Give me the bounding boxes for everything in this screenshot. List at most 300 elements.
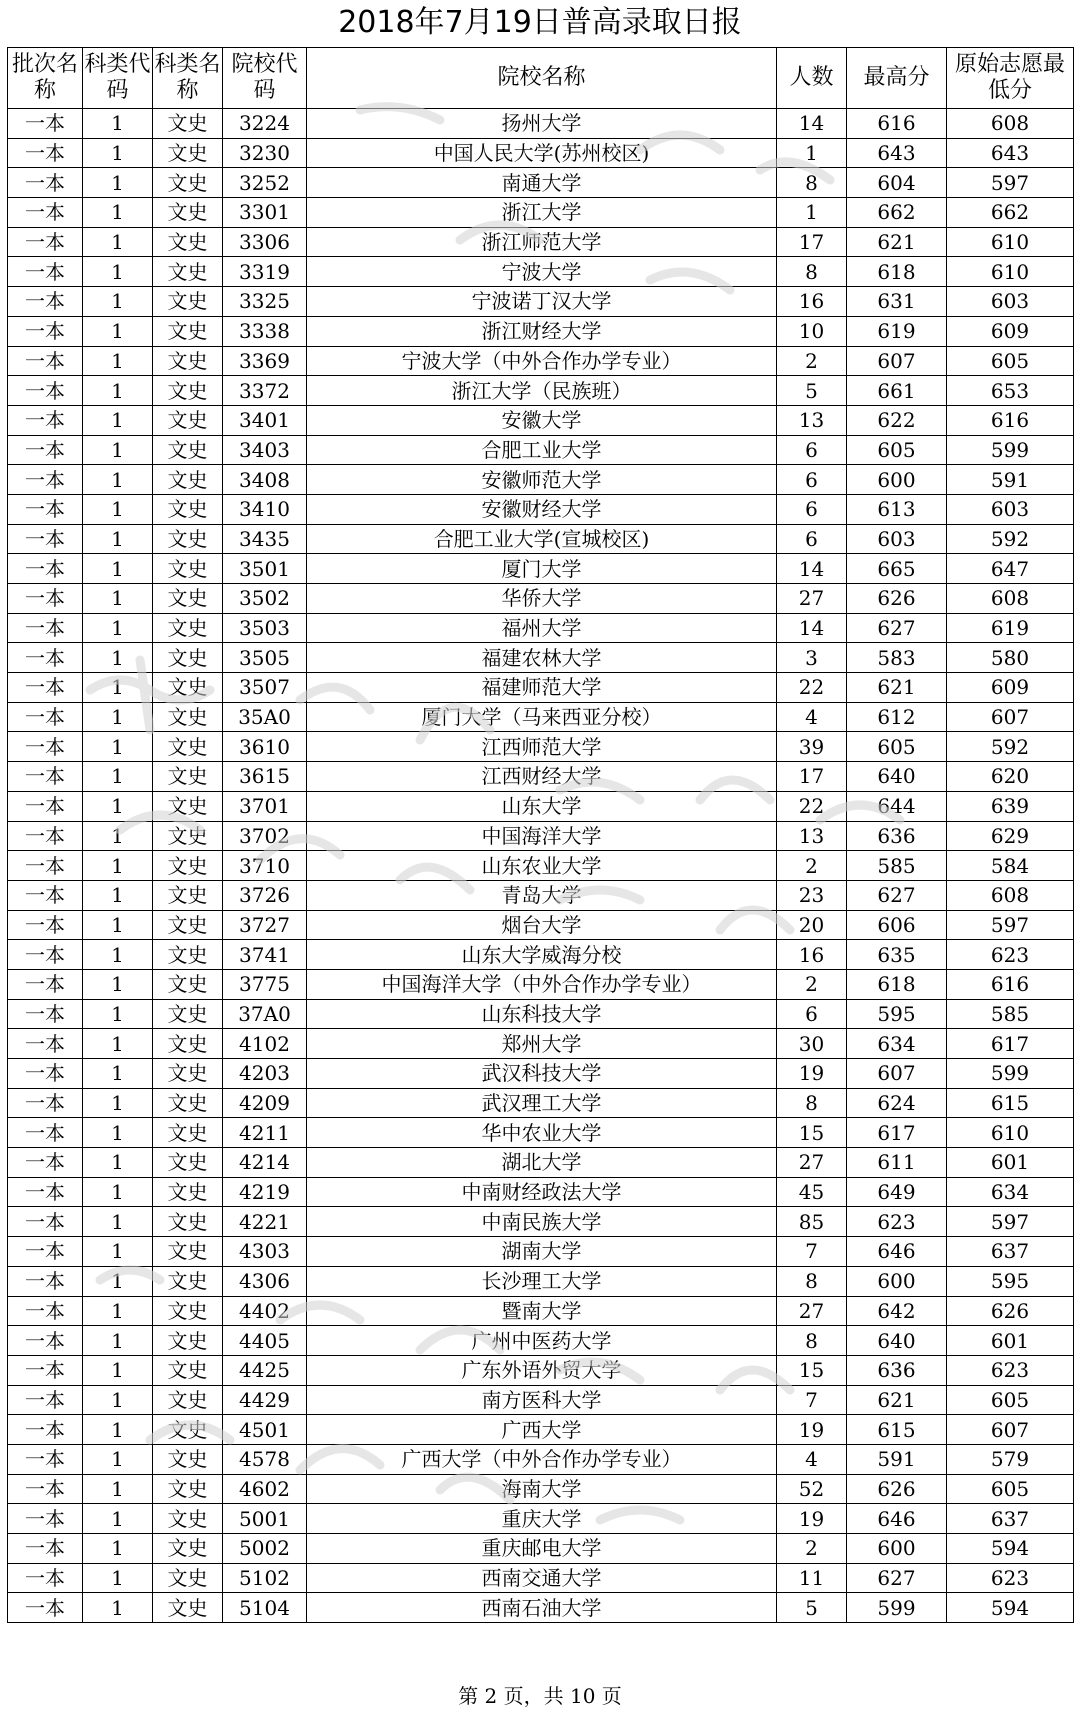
subject-code-cell: 1 — [83, 287, 153, 317]
count-cell: 5 — [777, 376, 847, 406]
table-row — [8, 643, 1074, 673]
header-batch: 批次名称 — [8, 48, 83, 109]
count-cell: 85 — [777, 1207, 847, 1237]
subject-name-cell: 文史 — [153, 138, 223, 168]
school-name-cell: 武汉科技大学 — [307, 1059, 777, 1089]
school-name-cell: 广州中医药大学 — [307, 1326, 777, 1356]
school-code-cell: 3372 — [223, 376, 307, 406]
subject-code-cell: 1 — [83, 880, 153, 910]
batch-cell: 一本 — [8, 346, 83, 376]
batch-cell: 一本 — [8, 1059, 83, 1089]
count-cell: 20 — [777, 910, 847, 940]
table-row — [8, 1088, 1074, 1118]
count-cell: 10 — [777, 316, 847, 346]
table-row — [8, 584, 1074, 614]
table-row — [8, 465, 1074, 495]
school-name-cell: 暨南大学 — [307, 1296, 777, 1326]
subject-code-cell: 1 — [83, 643, 153, 673]
subject-code-cell: 1 — [83, 1593, 153, 1623]
subject-name-cell: 文史 — [153, 1385, 223, 1415]
count-cell: 8 — [777, 1088, 847, 1118]
header-max-score: 最高分 — [847, 48, 947, 109]
table-row — [8, 880, 1074, 910]
subject-code-cell: 1 — [83, 316, 153, 346]
subject-code-cell: 1 — [83, 1474, 153, 1504]
subject-code-cell: 1 — [83, 1059, 153, 1089]
school-code-cell: 4102 — [223, 1029, 307, 1059]
batch-cell: 一本 — [8, 673, 83, 703]
subject-name-cell: 文史 — [153, 1029, 223, 1059]
school-code-cell: 3610 — [223, 732, 307, 762]
subject-code-cell: 1 — [83, 702, 153, 732]
count-cell: 17 — [777, 762, 847, 792]
subject-code-cell: 1 — [83, 1118, 153, 1148]
school-name-cell: 西南石油大学 — [307, 1593, 777, 1623]
school-name-cell: 福建师范大学 — [307, 673, 777, 703]
count-cell: 8 — [777, 1266, 847, 1296]
min-score-cell: 662 — [947, 198, 1074, 228]
count-cell: 19 — [777, 1059, 847, 1089]
subject-code-cell: 1 — [83, 465, 153, 495]
batch-cell: 一本 — [8, 1385, 83, 1415]
school-code-cell: 3505 — [223, 643, 307, 673]
table-row — [8, 257, 1074, 287]
school-name-cell: 郑州大学 — [307, 1029, 777, 1059]
count-cell: 1 — [777, 198, 847, 228]
school-name-cell: 中国人民大学(苏州校区) — [307, 138, 777, 168]
batch-cell: 一本 — [8, 1177, 83, 1207]
subject-code-cell: 1 — [83, 346, 153, 376]
subject-name-cell: 文史 — [153, 554, 223, 584]
count-cell: 7 — [777, 1385, 847, 1415]
batch-cell: 一本 — [8, 1415, 83, 1445]
subject-code-cell: 1 — [83, 732, 153, 762]
subject-code-cell: 1 — [83, 1088, 153, 1118]
batch-cell: 一本 — [8, 257, 83, 287]
count-cell: 39 — [777, 732, 847, 762]
count-cell: 45 — [777, 1177, 847, 1207]
table-row — [8, 1504, 1074, 1534]
table-row — [8, 821, 1074, 851]
batch-cell: 一本 — [8, 1326, 83, 1356]
min-score-cell: 610 — [947, 1118, 1074, 1148]
table-row — [8, 673, 1074, 703]
max-score-cell: 621 — [847, 227, 947, 257]
min-score-cell: 607 — [947, 702, 1074, 732]
table-row — [8, 376, 1074, 406]
max-score-cell: 646 — [847, 1504, 947, 1534]
school-code-cell: 4209 — [223, 1088, 307, 1118]
school-code-cell: 3408 — [223, 465, 307, 495]
school-name-cell: 合肥工业大学 — [307, 435, 777, 465]
school-code-cell: 35A0 — [223, 702, 307, 732]
subject-name-cell: 文史 — [153, 1593, 223, 1623]
min-score-cell: 601 — [947, 1148, 1074, 1178]
subject-code-cell: 1 — [83, 109, 153, 139]
school-code-cell: 4501 — [223, 1415, 307, 1445]
school-code-cell: 3319 — [223, 257, 307, 287]
school-name-cell: 安徽财经大学 — [307, 494, 777, 524]
batch-cell: 一本 — [8, 524, 83, 554]
max-score-cell: 649 — [847, 1177, 947, 1207]
subject-name-cell: 文史 — [153, 109, 223, 139]
subject-name-cell: 文史 — [153, 376, 223, 406]
subject-name-cell: 文史 — [153, 198, 223, 228]
school-code-cell: 3369 — [223, 346, 307, 376]
subject-code-cell: 1 — [83, 999, 153, 1029]
max-score-cell: 605 — [847, 732, 947, 762]
subject-name-cell: 文史 — [153, 494, 223, 524]
batch-cell: 一本 — [8, 1563, 83, 1593]
count-cell: 22 — [777, 791, 847, 821]
subject-name-cell: 文史 — [153, 1563, 223, 1593]
subject-name-cell: 文史 — [153, 1177, 223, 1207]
subject-code-cell: 1 — [83, 494, 153, 524]
max-score-cell: 644 — [847, 791, 947, 821]
subject-name-cell: 文史 — [153, 643, 223, 673]
batch-cell: 一本 — [8, 435, 83, 465]
school-name-cell: 山东大学威海分校 — [307, 940, 777, 970]
min-score-cell: 643 — [947, 138, 1074, 168]
subject-name-cell: 文史 — [153, 584, 223, 614]
count-cell: 1 — [777, 138, 847, 168]
min-score-cell: 609 — [947, 673, 1074, 703]
page-title: 2018年7月19日普高录取日报 — [338, 5, 742, 40]
max-score-cell: 626 — [847, 1474, 947, 1504]
school-name-cell: 浙江大学（民族班） — [307, 376, 777, 406]
batch-cell: 一本 — [8, 316, 83, 346]
school-name-cell: 华侨大学 — [307, 584, 777, 614]
school-code-cell: 5001 — [223, 1504, 307, 1534]
school-name-cell: 中南民族大学 — [307, 1207, 777, 1237]
count-cell: 52 — [777, 1474, 847, 1504]
max-score-cell: 636 — [847, 1355, 947, 1385]
min-score-cell: 584 — [947, 851, 1074, 881]
school-code-cell: 4203 — [223, 1059, 307, 1089]
min-score-cell: 617 — [947, 1029, 1074, 1059]
school-code-cell: 3501 — [223, 554, 307, 584]
max-score-cell: 612 — [847, 702, 947, 732]
batch-cell: 一本 — [8, 643, 83, 673]
batch-cell: 一本 — [8, 1207, 83, 1237]
max-score-cell: 623 — [847, 1207, 947, 1237]
batch-cell: 一本 — [8, 554, 83, 584]
max-score-cell: 600 — [847, 465, 947, 495]
header-min-score: 原始志愿最低分 — [947, 48, 1074, 109]
batch-cell: 一本 — [8, 821, 83, 851]
max-score-cell: 619 — [847, 316, 947, 346]
subject-name-cell: 文史 — [153, 168, 223, 198]
count-cell: 3 — [777, 643, 847, 673]
min-score-cell: 653 — [947, 376, 1074, 406]
max-score-cell: 604 — [847, 168, 947, 198]
subject-code-cell: 1 — [83, 1563, 153, 1593]
subject-name-cell: 文史 — [153, 969, 223, 999]
subject-name-cell: 文史 — [153, 702, 223, 732]
count-cell: 27 — [777, 584, 847, 614]
school-name-cell: 长沙理工大学 — [307, 1266, 777, 1296]
batch-cell: 一本 — [8, 1029, 83, 1059]
max-score-cell: 595 — [847, 999, 947, 1029]
batch-cell: 一本 — [8, 1237, 83, 1267]
school-code-cell: 4429 — [223, 1385, 307, 1415]
count-cell: 22 — [777, 673, 847, 703]
subject-code-cell: 1 — [83, 969, 153, 999]
subject-name-cell: 文史 — [153, 346, 223, 376]
school-code-cell: 4578 — [223, 1444, 307, 1474]
school-code-cell: 3727 — [223, 910, 307, 940]
subject-name-cell: 文史 — [153, 821, 223, 851]
count-cell: 11 — [777, 1563, 847, 1593]
school-name-cell: 浙江财经大学 — [307, 316, 777, 346]
school-code-cell: 4221 — [223, 1207, 307, 1237]
table-row — [8, 999, 1074, 1029]
batch-cell: 一本 — [8, 198, 83, 228]
min-score-cell: 616 — [947, 405, 1074, 435]
table-row — [8, 613, 1074, 643]
subject-name-cell: 文史 — [153, 316, 223, 346]
batch-cell: 一本 — [8, 1593, 83, 1623]
subject-name-cell: 文史 — [153, 762, 223, 792]
min-score-cell: 608 — [947, 584, 1074, 614]
table-row — [8, 762, 1074, 792]
subject-name-cell: 文史 — [153, 673, 223, 703]
subject-code-cell: 1 — [83, 405, 153, 435]
subject-name-cell: 文史 — [153, 524, 223, 554]
subject-code-cell: 1 — [83, 198, 153, 228]
batch-cell: 一本 — [8, 376, 83, 406]
count-cell: 8 — [777, 168, 847, 198]
table-row — [8, 524, 1074, 554]
min-score-cell: 603 — [947, 287, 1074, 317]
school-code-cell: 3306 — [223, 227, 307, 257]
min-score-cell: 592 — [947, 524, 1074, 554]
school-code-cell: 3701 — [223, 791, 307, 821]
subject-name-cell: 文史 — [153, 1355, 223, 1385]
subject-code-cell: 1 — [83, 821, 153, 851]
batch-cell: 一本 — [8, 969, 83, 999]
subject-code-cell: 1 — [83, 1177, 153, 1207]
min-score-cell: 609 — [947, 316, 1074, 346]
school-code-cell: 4219 — [223, 1177, 307, 1207]
max-score-cell: 661 — [847, 376, 947, 406]
subject-name-cell: 文史 — [153, 613, 223, 643]
table-row — [8, 1237, 1074, 1267]
max-score-cell: 607 — [847, 346, 947, 376]
min-score-cell: 585 — [947, 999, 1074, 1029]
subject-code-cell: 1 — [83, 1207, 153, 1237]
school-name-cell: 湖北大学 — [307, 1148, 777, 1178]
table-row — [8, 732, 1074, 762]
min-score-cell: 623 — [947, 940, 1074, 970]
school-name-cell: 安徽师范大学 — [307, 465, 777, 495]
subject-name-cell: 文史 — [153, 1504, 223, 1534]
count-cell: 15 — [777, 1355, 847, 1385]
subject-code-cell: 1 — [83, 1237, 153, 1267]
count-cell: 16 — [777, 940, 847, 970]
subject-name-cell: 文史 — [153, 1326, 223, 1356]
table-row — [8, 1593, 1074, 1623]
school-name-cell: 中国海洋大学 — [307, 821, 777, 851]
school-code-cell: 3741 — [223, 940, 307, 970]
count-cell: 5 — [777, 1593, 847, 1623]
min-score-cell: 607 — [947, 1415, 1074, 1445]
batch-cell: 一本 — [8, 1355, 83, 1385]
max-score-cell: 618 — [847, 969, 947, 999]
school-name-cell: 江西财经大学 — [307, 762, 777, 792]
table-row — [8, 702, 1074, 732]
batch-cell: 一本 — [8, 1118, 83, 1148]
subject-code-cell: 1 — [83, 524, 153, 554]
school-name-cell: 浙江大学 — [307, 198, 777, 228]
school-code-cell: 4306 — [223, 1266, 307, 1296]
subject-name-cell: 文史 — [153, 1148, 223, 1178]
table-row — [8, 851, 1074, 881]
max-score-cell: 600 — [847, 1534, 947, 1564]
table-body — [8, 109, 1074, 1623]
subject-code-cell: 1 — [83, 791, 153, 821]
max-score-cell: 642 — [847, 1296, 947, 1326]
min-score-cell: 634 — [947, 1177, 1074, 1207]
subject-code-cell: 1 — [83, 1415, 153, 1445]
subject-code-cell: 1 — [83, 257, 153, 287]
batch-cell: 一本 — [8, 168, 83, 198]
max-score-cell: 617 — [847, 1118, 947, 1148]
min-score-cell: 579 — [947, 1444, 1074, 1474]
table-row — [8, 940, 1074, 970]
school-name-cell: 福州大学 — [307, 613, 777, 643]
subject-name-cell: 文史 — [153, 287, 223, 317]
max-score-cell: 585 — [847, 851, 947, 881]
batch-cell: 一本 — [8, 109, 83, 139]
table-row — [8, 969, 1074, 999]
school-name-cell: 合肥工业大学(宣城校区) — [307, 524, 777, 554]
min-score-cell: 594 — [947, 1534, 1074, 1564]
min-score-cell: 592 — [947, 732, 1074, 762]
max-score-cell: 636 — [847, 821, 947, 851]
min-score-cell: 594 — [947, 1593, 1074, 1623]
school-code-cell: 4214 — [223, 1148, 307, 1178]
max-score-cell: 599 — [847, 1593, 947, 1623]
max-score-cell: 621 — [847, 1385, 947, 1415]
school-code-cell: 5102 — [223, 1563, 307, 1593]
school-code-cell: 4425 — [223, 1355, 307, 1385]
school-name-cell: 山东大学 — [307, 791, 777, 821]
subject-name-cell: 文史 — [153, 1118, 223, 1148]
table-row — [8, 1207, 1074, 1237]
subject-code-cell: 1 — [83, 1266, 153, 1296]
min-score-cell: 610 — [947, 257, 1074, 287]
min-score-cell: 639 — [947, 791, 1074, 821]
batch-cell: 一本 — [8, 613, 83, 643]
table-row — [8, 494, 1074, 524]
count-cell: 4 — [777, 1444, 847, 1474]
school-code-cell: 3224 — [223, 109, 307, 139]
max-score-cell: 662 — [847, 198, 947, 228]
batch-cell: 一本 — [8, 405, 83, 435]
school-name-cell: 海南大学 — [307, 1474, 777, 1504]
school-code-cell: 4405 — [223, 1326, 307, 1356]
batch-cell: 一本 — [8, 880, 83, 910]
table-row — [8, 227, 1074, 257]
subject-code-cell: 1 — [83, 376, 153, 406]
max-score-cell: 627 — [847, 613, 947, 643]
school-name-cell: 重庆大学 — [307, 1504, 777, 1534]
min-score-cell: 608 — [947, 109, 1074, 139]
min-score-cell: 605 — [947, 346, 1074, 376]
max-score-cell: 615 — [847, 1415, 947, 1445]
school-name-cell: 湖南大学 — [307, 1237, 777, 1267]
school-name-cell: 宁波大学 — [307, 257, 777, 287]
count-cell: 8 — [777, 1326, 847, 1356]
school-code-cell: 3435 — [223, 524, 307, 554]
count-cell: 14 — [777, 613, 847, 643]
subject-code-cell: 1 — [83, 910, 153, 940]
subject-name-cell: 文史 — [153, 257, 223, 287]
header-subject-code: 科类代码 — [83, 48, 153, 109]
count-cell: 2 — [777, 346, 847, 376]
count-cell: 15 — [777, 1118, 847, 1148]
admission-table — [7, 47, 1074, 1623]
subject-name-cell: 文史 — [153, 791, 223, 821]
subject-code-cell: 1 — [83, 584, 153, 614]
max-score-cell: 627 — [847, 880, 947, 910]
batch-cell: 一本 — [8, 1148, 83, 1178]
school-code-cell: 3401 — [223, 405, 307, 435]
subject-name-cell: 文史 — [153, 1296, 223, 1326]
school-name-cell: 厦门大学 — [307, 554, 777, 584]
school-code-cell: 4211 — [223, 1118, 307, 1148]
min-score-cell: 620 — [947, 762, 1074, 792]
batch-cell: 一本 — [8, 702, 83, 732]
table-row — [8, 1326, 1074, 1356]
count-cell: 14 — [777, 109, 847, 139]
school-name-cell: 福建农林大学 — [307, 643, 777, 673]
page-number: 第 2 页，共 10 页 — [458, 1684, 622, 1708]
count-cell: 13 — [777, 821, 847, 851]
school-code-cell: 3410 — [223, 494, 307, 524]
max-score-cell: 631 — [847, 287, 947, 317]
school-name-cell: 广东外语外贸大学 — [307, 1355, 777, 1385]
min-score-cell: 615 — [947, 1088, 1074, 1118]
school-name-cell: 南方医科大学 — [307, 1385, 777, 1415]
count-cell: 19 — [777, 1415, 847, 1445]
min-score-cell: 608 — [947, 880, 1074, 910]
min-score-cell: 595 — [947, 1266, 1074, 1296]
batch-cell: 一本 — [8, 940, 83, 970]
school-code-cell: 3338 — [223, 316, 307, 346]
subject-name-cell: 文史 — [153, 227, 223, 257]
school-name-cell: 中南财经政法大学 — [307, 1177, 777, 1207]
table-row — [8, 1355, 1074, 1385]
batch-cell: 一本 — [8, 1444, 83, 1474]
min-score-cell: 605 — [947, 1385, 1074, 1415]
table-row — [8, 1029, 1074, 1059]
batch-cell: 一本 — [8, 791, 83, 821]
batch-cell: 一本 — [8, 851, 83, 881]
school-code-cell: 3615 — [223, 762, 307, 792]
count-cell: 6 — [777, 494, 847, 524]
subject-code-cell: 1 — [83, 1534, 153, 1564]
subject-name-cell: 文史 — [153, 1534, 223, 1564]
table-row — [8, 791, 1074, 821]
min-score-cell: 623 — [947, 1355, 1074, 1385]
school-name-cell: 烟台大学 — [307, 910, 777, 940]
max-score-cell: 640 — [847, 1326, 947, 1356]
min-score-cell: 597 — [947, 1207, 1074, 1237]
table-row — [8, 1444, 1074, 1474]
count-cell: 6 — [777, 524, 847, 554]
